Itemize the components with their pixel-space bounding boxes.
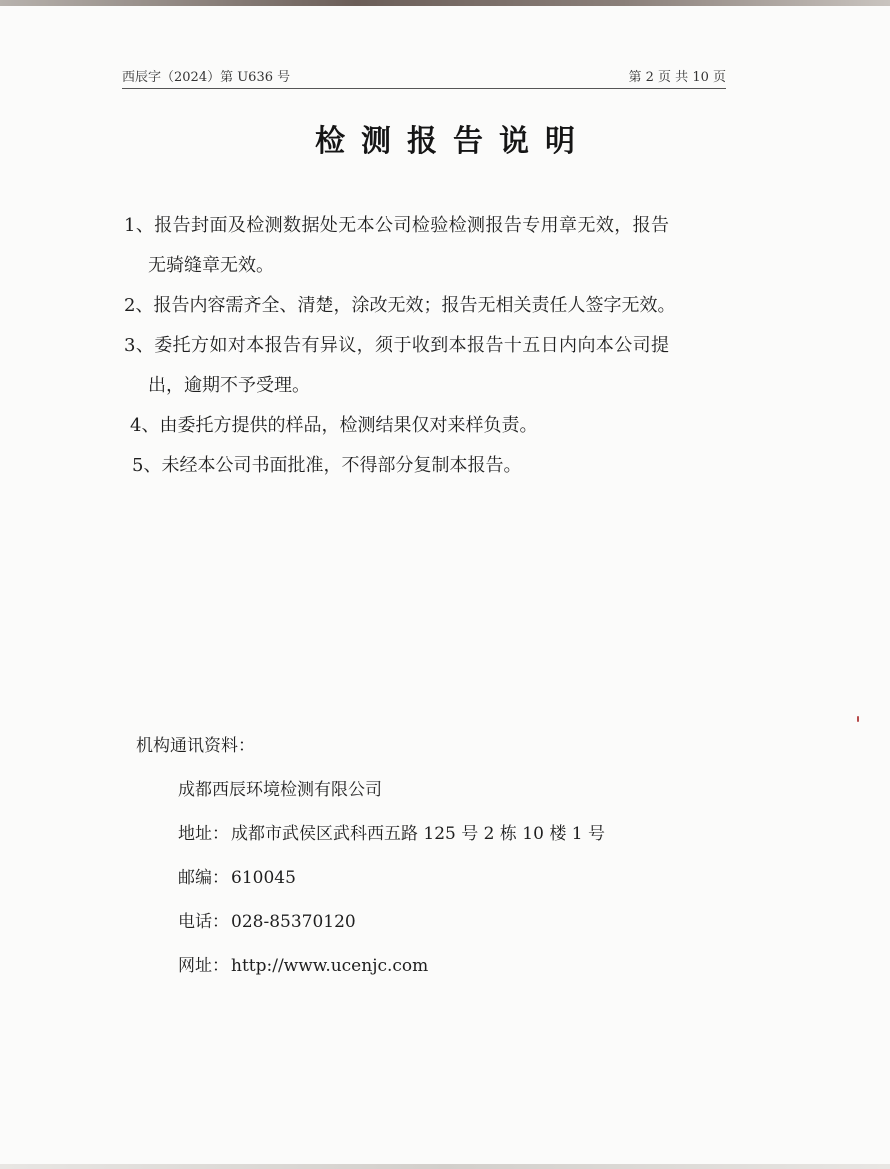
note-item-1 — [124, 210, 734, 290]
contact-heading: 机构通讯资料： — [136, 736, 255, 756]
address-label: 地址： — [178, 824, 229, 844]
postcode-value: 610045 — [231, 868, 296, 888]
postcode-label: 邮编： — [178, 868, 229, 888]
note-line: 2、报告内容需齐全、清楚，涂改无效；报告无相关责任人签字无效。 — [124, 295, 676, 316]
note-item-2 — [124, 290, 734, 330]
phone-row — [136, 908, 696, 952]
note-item-4 — [124, 410, 734, 450]
notes-list — [124, 210, 734, 490]
note-item-5 — [124, 450, 734, 490]
website-link[interactable]: http://www.ucenjc.com — [231, 956, 429, 976]
note-line: 3、委托方如对本报告有异议，须于收到本报告十五日内向本公司提 — [124, 335, 670, 356]
phone-value: 028-85370120 — [231, 912, 356, 932]
note-line: 4、由委托方提供的样品，检测结果仅对来样负责。 — [130, 415, 538, 436]
phone-label: 电话： — [178, 912, 229, 932]
address-value: 成都市武侯区武科西五路 125 号 2 栋 10 楼 1 号 — [231, 824, 605, 844]
paper-speck — [857, 716, 859, 722]
note-item-3 — [124, 330, 734, 410]
note-line: 无骑缝章无效。 — [148, 255, 274, 276]
page-top-edge — [0, 0, 890, 6]
report-number: 西辰字（2024）第 U636 号 — [122, 70, 291, 85]
website-label: 网址： — [178, 956, 229, 976]
header-divider — [122, 88, 726, 89]
page-indicator: 第 2 页 共 10 页 — [628, 70, 726, 85]
page-header — [122, 66, 726, 88]
postcode-row — [136, 864, 696, 908]
note-line: 出，逾期不予受理。 — [148, 375, 310, 396]
contact-info — [136, 732, 696, 996]
company-name: 成都西辰环境检测有限公司 — [178, 780, 382, 800]
website-row — [136, 952, 696, 996]
address-row — [136, 820, 696, 864]
note-line: 1、报告封面及检测数据处无本公司检验检测报告专用章无效，报告 — [124, 215, 670, 236]
note-line: 5、未经本公司书面批准，不得部分复制本报告。 — [132, 455, 522, 476]
page-bottom-edge — [0, 1164, 890, 1169]
page-title: 检测报告说明 — [315, 124, 591, 159]
